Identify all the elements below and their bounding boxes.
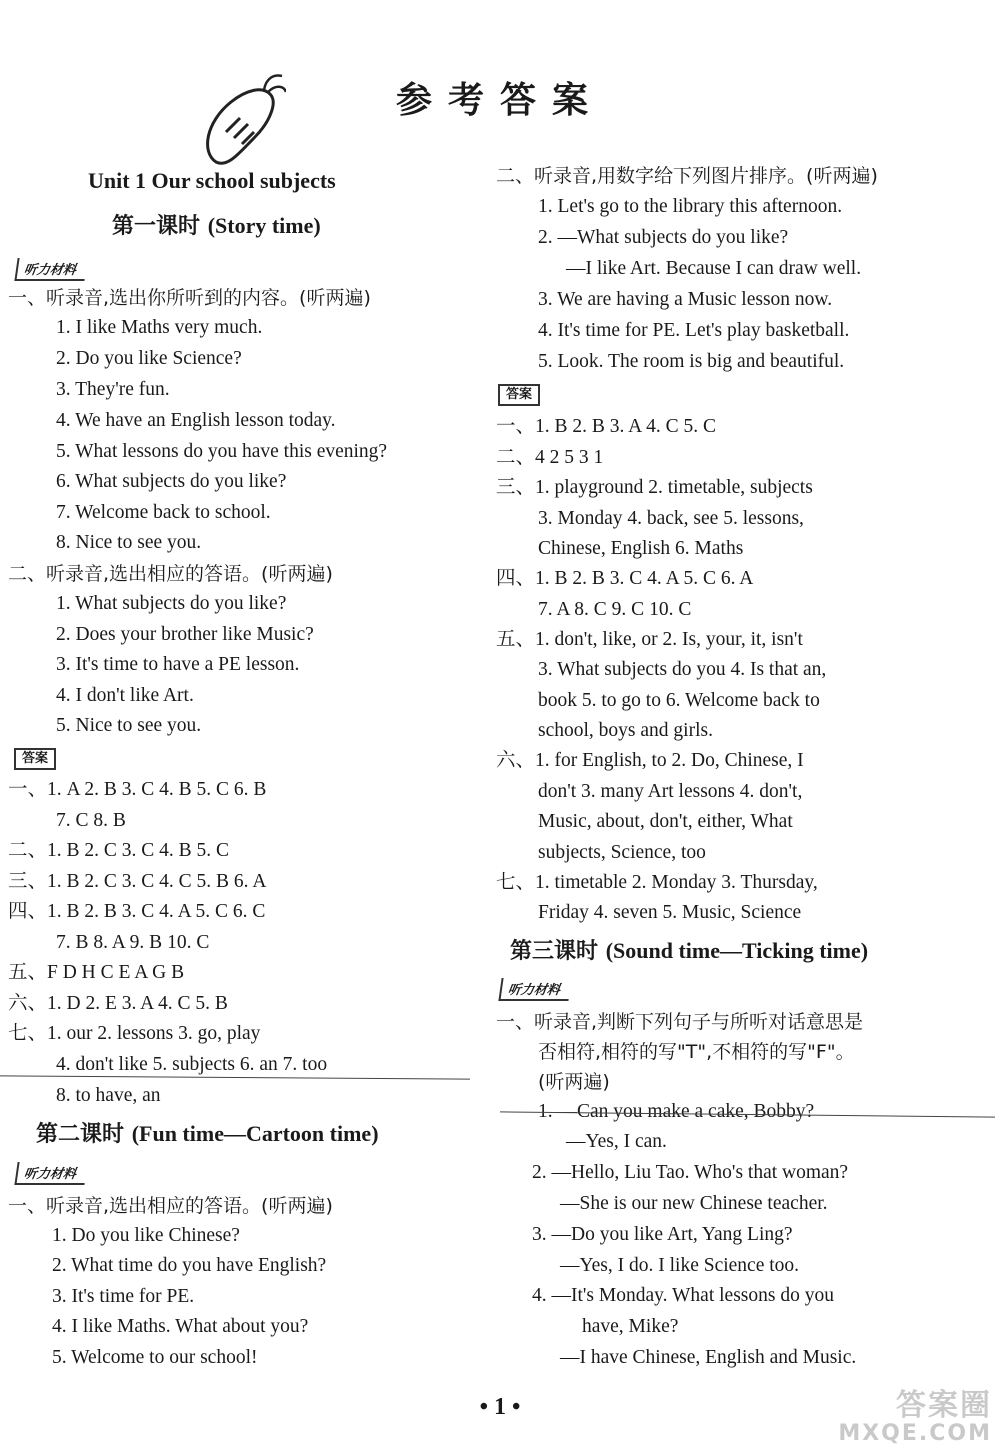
left-line-16: 7. C 8. B	[56, 810, 126, 831]
left-line-6: 6. What subjects do you like?	[56, 471, 287, 492]
right-line-9: 三、1. playground 2. timetable, subjects	[496, 477, 813, 498]
right-line-10: 3. Monday 4. back, see 5. lessons,	[538, 508, 804, 529]
left-line-12: 3. It's time to have a PE lesson.	[56, 654, 300, 675]
right-line-1: 1. Let's go to the library this afternoon.	[538, 196, 843, 217]
right-line-15: 3. What subjects do you 4. Is that an,	[538, 659, 827, 680]
right-line-20: Music, about, don't, either, What	[538, 811, 793, 832]
carrot-decoration-icon	[196, 72, 286, 172]
left-line-31: 5. Welcome to our school!	[52, 1347, 258, 1368]
right-line-19: don't 3. many Art lessons 4. don't,	[538, 781, 803, 802]
right-line-2: 2. —What subjects do you like?	[538, 227, 789, 248]
lesson2-title	[36, 1117, 379, 1148]
lesson1-title	[112, 209, 321, 240]
left-line-29: 3. It's time for PE.	[52, 1286, 195, 1307]
page-title: 参考答案	[395, 80, 604, 121]
left-line-23: 七、1. our 2. lessons 3. go, play	[8, 1023, 261, 1044]
left-line-3: 3. They're fun.	[56, 379, 170, 400]
right-line-32: —Yes, I do. I like Science too.	[560, 1255, 800, 1276]
right-line-11: Chinese, English 6. Maths	[538, 538, 744, 559]
left-line-25: 8. to have, an	[56, 1085, 161, 1106]
lesson1-title-en: (Story time)	[207, 213, 321, 238]
tag-answers-1: 答案	[14, 748, 56, 770]
left-line-2: 2. Do you like Science?	[56, 348, 242, 369]
right-line-21: subjects, Science, too	[538, 842, 706, 863]
left-line-20: 7. B 8. A 9. B 10. C	[56, 932, 210, 953]
right-line-3: —I like Art. Because I can draw well.	[566, 258, 862, 279]
lesson3-title-en: (Sound time—Ticking time)	[605, 938, 869, 963]
tag-answers-2: 答案	[498, 384, 540, 406]
right-line-17: school, boys and girls.	[538, 720, 713, 741]
lesson2-title-en: (Fun time—Cartoon time)	[131, 1121, 379, 1146]
left-line-30: 4. I like Maths. What about you?	[52, 1316, 309, 1337]
left-line-19: 四、1. B 2. B 3. C 4. A 5. C 6. C	[8, 901, 266, 922]
lesson3-title-cn: 第三课时	[510, 939, 599, 964]
right-line-34: have, Mike?	[582, 1316, 679, 1337]
left-line-21: 五、F D H C E A G B	[8, 962, 185, 983]
watermark-bottom: MXQE.COM	[838, 1421, 992, 1446]
lesson2-title-cn: 第二课时	[36, 1122, 125, 1147]
right-line-5: 4. It's time for PE. Let's play basketball.	[538, 320, 850, 341]
lesson3-title	[510, 934, 868, 965]
left-line-22: 六、1. D 2. E 3. A 4. C 5. B	[8, 993, 228, 1014]
right-line-6: 5. Look. The room is big and beautiful.	[538, 351, 845, 372]
left-line-5: 5. What lessons do you have this evening?	[56, 441, 388, 462]
right-line-25: 否相符,相符的写"T",不相符的写"F"。	[538, 1041, 855, 1063]
left-line-28: 2. What time do you have English?	[52, 1255, 327, 1276]
left-line-13: 4. I don't like Art.	[56, 685, 194, 706]
left-line-1: 1. I like Maths very much.	[56, 317, 263, 338]
watermark-top: 答案圈	[896, 1388, 992, 1423]
left-line-9: 二、听录音,选出相应的答语。(听两遍)	[8, 563, 333, 585]
unit-title: Unit 1 Our school subjects	[88, 168, 336, 193]
left-line-7: 7. Welcome back to school.	[56, 502, 271, 523]
right-line-8: 二、4 2 5 3 1	[496, 447, 604, 468]
right-line-28: —Yes, I can.	[566, 1131, 667, 1152]
right-line-23: Friday 4. seven 5. Music, Science	[538, 902, 802, 923]
left-line-8: 8. Nice to see you.	[56, 532, 202, 553]
right-line-22: 七、1. timetable 2. Monday 3. Thursday,	[496, 872, 818, 893]
left-line-17: 二、1. B 2. C 3. C 4. B 5. C	[8, 840, 230, 861]
tag-listening-1: 听力材料	[14, 258, 87, 281]
right-line-4: 3. We are having a Music lesson now.	[538, 289, 833, 310]
right-line-14: 五、1. don't, like, or 2. Is, your, it, isn't	[496, 629, 803, 650]
left-line-15: 一、1. A 2. B 3. C 4. B 5. C 6. B	[8, 779, 267, 800]
left-line-0: 一、听录音,选出你所听到的内容。(听两遍)	[8, 287, 371, 309]
left-line-10: 1. What subjects do you like?	[56, 593, 287, 614]
right-line-35: —I have Chinese, English and Music.	[560, 1347, 857, 1368]
right-line-12: 四、1. B 2. B 3. C 4. A 5. C 6. A	[496, 568, 754, 589]
page-number: • 1 •	[479, 1394, 521, 1420]
left-line-4: 4. We have an English lesson today.	[56, 410, 336, 431]
right-line-13: 7. A 8. C 9. C 10. C	[538, 599, 692, 620]
right-line-16: book 5. to go to 6. Welcome back to	[538, 690, 820, 711]
left-line-11: 2. Does your brother like Music?	[56, 624, 314, 645]
right-line-26: (听两遍)	[538, 1071, 610, 1093]
left-line-27: 1. Do you like Chinese?	[52, 1225, 240, 1246]
right-line-30: —She is our new Chinese teacher.	[560, 1193, 828, 1214]
left-line-14: 5. Nice to see you.	[56, 715, 202, 736]
left-line-18: 三、1. B 2. C 3. C 4. C 5. B 6. A	[8, 871, 267, 892]
right-line-27: 1. —Can you make a cake, Bobby?	[538, 1101, 815, 1122]
tag-listening-2: 听力材料	[14, 1162, 87, 1185]
left-line-26: 一、听录音,选出相应的答语。(听两遍)	[8, 1195, 333, 1217]
right-line-29: 2. —Hello, Liu Tao. Who's that woman?	[532, 1162, 849, 1183]
right-line-0: 二、听录音,用数字给下列图片排序。(听两遍)	[496, 165, 878, 187]
right-line-31: 3. —Do you like Art, Yang Ling?	[532, 1224, 793, 1245]
tag-listening-3: 听力材料	[498, 978, 571, 1001]
right-line-24: 一、听录音,判断下列句子与所听对话意思是	[496, 1011, 864, 1033]
watermark	[838, 1388, 992, 1448]
right-line-18: 六、1. for English, to 2. Do, Chinese, I	[496, 750, 804, 771]
right-line-33: 4. —It's Monday. What lessons do you	[532, 1285, 834, 1306]
right-line-7: 一、1. B 2. B 3. A 4. C 5. C	[496, 416, 716, 437]
lesson1-title-cn: 第一课时	[112, 214, 201, 239]
left-line-24: 4. don't like 5. subjects 6. an 7. too	[56, 1054, 328, 1075]
